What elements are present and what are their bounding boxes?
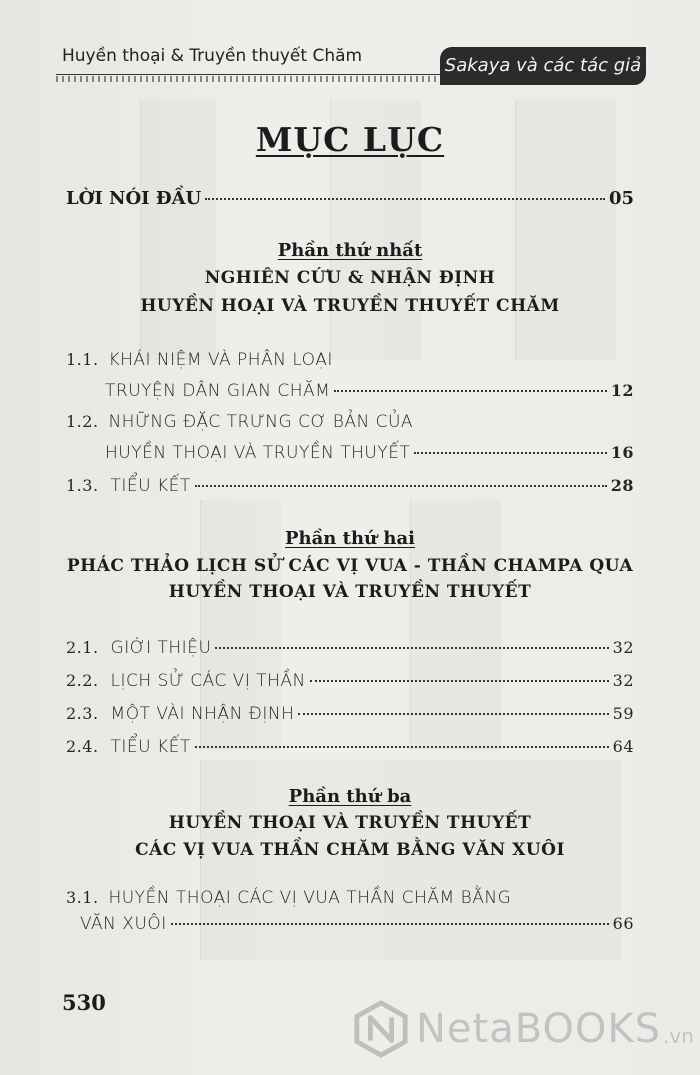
page-title: MỤC LỤC	[255, 120, 445, 159]
page-number: 530	[62, 990, 106, 1015]
part1-heading: Phần thứ nhất	[277, 240, 423, 261]
leader-dots	[195, 485, 607, 487]
toc-entry-3-1[interactable]: VĂN XUÔI 66	[80, 914, 634, 934]
toc-entry-2-4[interactable]: 2.4. TIỂU KẾT 64	[66, 737, 634, 757]
header-ornament	[56, 76, 444, 82]
leader-dots	[215, 647, 608, 649]
part2-heading: Phần thứ hai	[285, 528, 415, 549]
toc-entry-2-2[interactable]: 2.2. LỊCH SỬ CÁC VỊ THẦN 32	[66, 671, 634, 691]
toc-entry-2-1[interactable]: 2.1. GIỚI THIỆU 32	[66, 638, 634, 658]
toc-entry-2-3[interactable]: 2.3. MỘT VÀI NHẬN ĐỊNH 59	[66, 704, 634, 724]
running-header-title: Huyền thoại & Truyền thuyết Chăm	[62, 46, 363, 66]
leader-dots	[310, 680, 609, 682]
part3-heading: Phần thứ ba	[288, 786, 412, 807]
toc-entry-preface[interactable]	[66, 188, 634, 209]
leader-dots	[205, 198, 605, 200]
toc-entry-1-2-line1[interactable]: 1.2. NHỮNG ĐẶC TRƯNG CƠ BẢN CỦA	[66, 412, 414, 432]
watermark-brand: NetaBOOKS	[416, 1006, 662, 1052]
toc-entry-3-1-line1[interactable]: 3.1. HUYỀN THOẠI CÁC VỊ VUA THẦN CHĂM BẰNG	[66, 888, 512, 908]
part3-title-line1: HUYỀN THOẠI VÀ TRUYỀN THUYẾT	[168, 813, 532, 833]
toc-entry-1-2[interactable]: HUYỀN THOẠI VÀ TRUYỀN THUYẾT 16	[105, 443, 634, 463]
part2-title-line2: HUYỀN THOẠI VÀ TRUYỀN THUYẾT	[168, 582, 532, 602]
toc-entry-1-1-line1[interactable]: 1.1. KHÁI NIỆM VÀ PHÂN LOẠI	[66, 350, 333, 370]
part1-title-line2: HUYỀN HOẠI VÀ TRUYỀN THUYẾT CHĂM	[140, 296, 560, 316]
leader-dots	[334, 390, 606, 392]
part1-title-line1: NGHIÊN CỨU & NHẬN ĐỊNH	[204, 268, 496, 288]
watermark-suffix: .vn	[663, 1024, 694, 1048]
netabooks-logo-icon	[352, 1000, 410, 1058]
part3-title-line2: CÁC VỊ VUA THẦN CHĂM BẰNG VĂN XUÔI	[135, 840, 565, 860]
toc-entry-1-3[interactable]: 1.3. TIỂU KẾT 28	[66, 476, 634, 496]
part2-title-line1: PHÁC THẢO LỊCH SỬ CÁC VỊ VUA - THẦN CHAMPA QUA	[66, 556, 634, 576]
toc-entry-label: LỜI NÓI ĐẦU	[66, 188, 202, 209]
toc-entry-page: 05	[608, 188, 634, 209]
running-header-authors: Sakaya và các tác giả	[440, 47, 646, 85]
toc-entry-1-1[interactable]: TRUYỆN DÂN GIAN CHĂM 12	[105, 381, 634, 401]
leader-dots	[195, 746, 609, 748]
netabooks-watermark	[352, 996, 694, 1062]
leader-dots	[171, 923, 609, 925]
leader-dots	[298, 713, 608, 715]
header-rule	[56, 74, 444, 75]
leader-dots	[414, 452, 606, 454]
